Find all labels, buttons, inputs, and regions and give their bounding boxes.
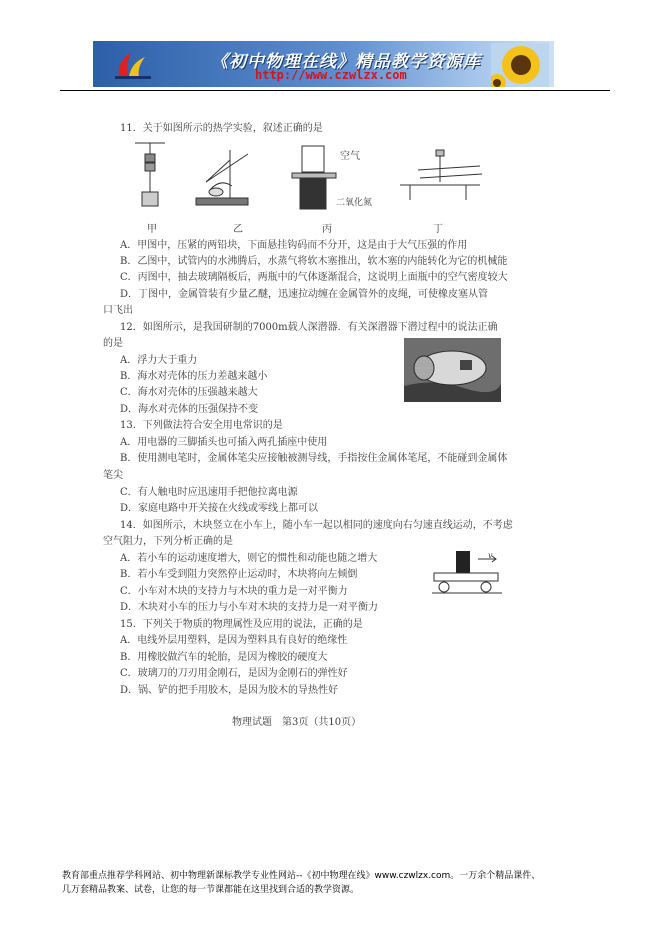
q15-option-b: B．用橡胶做汽车的轮胎，是因为橡胶的硬度大 xyxy=(120,652,328,663)
q11-stem: 11．关于如图所示的热学实验，叙述正确的是 xyxy=(120,123,323,134)
fig-lead-blocks xyxy=(135,143,165,206)
q11-option-a: A．甲图中，压紧的两铅块，下面悬挂钩码而不分开，这是由于大气压强的作用 xyxy=(120,240,468,251)
site-logo-icon xyxy=(113,47,153,81)
q14-option-c: C．小车对木块的支持力与木块的重力是一对平衡力 xyxy=(120,586,348,597)
q13-stem: 13．下列做法符合安全用电常识的是 xyxy=(120,420,283,431)
q11-option-d: D．丁图中，金属管装有少量乙醚，迅速拉动缠在金属管外的皮绳，可使橡皮塞从管 xyxy=(120,289,489,300)
q15-option-d: D．锅、铲的把手用胶木，是因为胶木的导热性好 xyxy=(120,685,339,696)
q15-stem: 15．下列关于物质的物理属性及应用的说法，正确的是 xyxy=(120,619,363,630)
fig-gas-bottles xyxy=(292,146,336,209)
q11-option-b: B．乙图中，试管内的水沸腾后，水蒸气将软木塞推出，软木塞的内能转化为它的机械能 xyxy=(120,256,508,267)
q12-stem: 12．如图所示，是我国研制的7000m载人深潜器．有关深潜器下潜过程中的说法正确 xyxy=(120,322,498,333)
banner-url[interactable]: http://www.czwlzx.com xyxy=(255,68,407,82)
q13-option-b-cont: 笔尖 xyxy=(103,470,123,481)
page-number: 物理试题 第3页（共10页） xyxy=(232,717,362,728)
submersible-photo xyxy=(404,338,501,402)
fig-caption-yi: 乙 xyxy=(233,224,243,235)
velocity-label: v xyxy=(488,551,493,560)
q14-option-a: A．若小车的运动速度增大，则它的惯性和动能也随之增大 xyxy=(120,553,378,564)
q12-option-a: A．浮力大于重力 xyxy=(120,355,198,366)
site-note-line-2: 几万套精品教案、试卷，让您的每一节课都能在这里找到合适的教学资源。 xyxy=(62,885,360,895)
fig-caption-jia: 甲 xyxy=(147,224,157,235)
q11-figures xyxy=(120,140,520,220)
q14-option-b: B．若小车受到阻力突然停止运动时，木块将向左倾倒 xyxy=(120,569,358,580)
q13-option-d: D．家庭电路中开关接在火线或零线上都可以 xyxy=(120,503,319,514)
q13-option-b: B．使用测电笔时，金属体笔尖应接触被测导线，手指按住金属体笔尾，不能碰到金属体 xyxy=(120,453,508,464)
q12-option-b: B．海水对壳体的压力差越来越小 xyxy=(120,371,268,382)
q12-option-d: D．海水对壳体的压强保持不变 xyxy=(120,404,259,415)
q15-option-a: A．电线外层用塑料，是因为塑料具有良好的绝缘性 xyxy=(120,635,348,646)
fig-label-no2: 二氧化氮 xyxy=(336,198,373,208)
q14-stem-cont: 空气阻力，下列分析正确的是 xyxy=(103,536,233,547)
fig-metal-tube xyxy=(400,150,482,200)
fig-caption-ding: 丁 xyxy=(433,224,443,235)
q13-option-c: C．有人触电时应迅速用手把他拉离电源 xyxy=(120,487,298,498)
q14-stem: 14．如图所示，木块竖立在小车上，随小车一起以相同的速度向右匀速直线运动，不考虑 xyxy=(120,520,513,531)
q13-option-a: A．用电器的三脚插头也可插入两孔插座中使用 xyxy=(120,437,328,448)
q12-stem-cont: 的是 xyxy=(103,338,123,349)
q11-option-c: C．丙图中，抽去玻璃隔板后，两瓶中的气体逐渐混合，这说明上面瓶中的空气密度较大 xyxy=(120,272,508,283)
q15-option-c: C．玻璃刀的刀刃用金刚石，是因为金刚石的弹性好 xyxy=(120,668,348,679)
site-note-line-1: 教育部重点推荐学科网站、初中物理新课标教学专业性网站--《初中物理在线》www.czwlzx.com。一万余个精品课件、 xyxy=(62,871,541,881)
q14-option-d: D．木块对小车的压力与小车对木块的支持力是一对平衡力 xyxy=(120,602,379,613)
header-rule xyxy=(60,90,610,91)
header-banner xyxy=(93,41,554,87)
q11-option-d-cont: 口飞出 xyxy=(103,305,133,316)
fig-test-tube xyxy=(196,150,248,205)
fig-label-air: 空气 xyxy=(340,151,360,162)
banner-title: 《初中物理在线》精品教学资源库 xyxy=(211,52,481,72)
sunflower-icon xyxy=(491,43,549,87)
fig-caption-bing: 丙 xyxy=(322,224,332,235)
q12-option-c: C．海水对壳体的压强越来越大 xyxy=(120,387,258,398)
